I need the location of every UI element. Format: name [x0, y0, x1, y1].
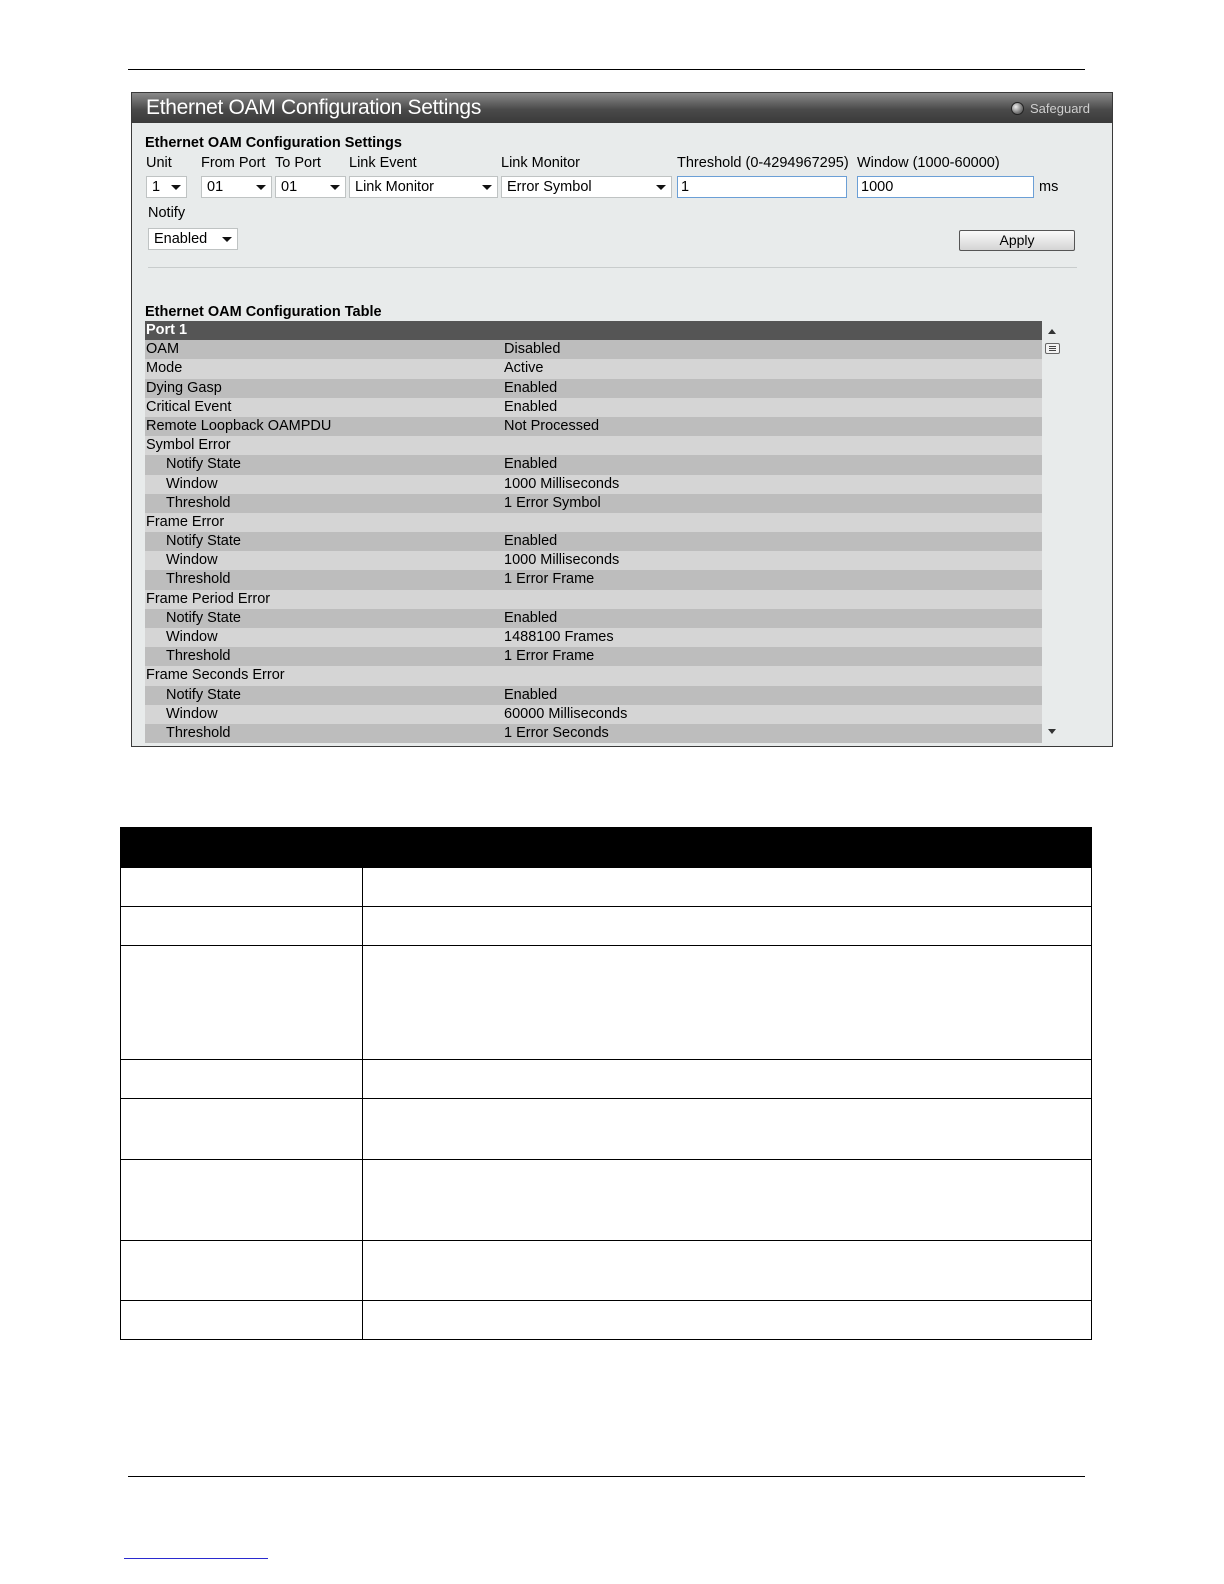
footer-rule	[128, 1476, 1085, 1477]
table-row	[145, 340, 1042, 359]
table-row	[145, 609, 1042, 628]
row-value: Enabled	[504, 379, 558, 396]
table-row	[145, 436, 1042, 455]
row-key: Critical Event	[146, 398, 232, 415]
row-value: Enabled	[504, 456, 558, 473]
row-key: Frame Seconds Error	[146, 667, 285, 684]
table-row	[145, 455, 1042, 474]
row-value: 1 Error Seconds	[504, 724, 609, 741]
config-table-title: Ethernet OAM Configuration Table	[145, 304, 382, 320]
notify-label: Notify	[148, 205, 186, 221]
row-value: Not Processed	[504, 417, 600, 434]
link-event-select[interactable]	[349, 176, 498, 198]
table-row	[145, 705, 1042, 724]
row-key: Frame Error	[146, 513, 225, 530]
unit-select[interactable]	[146, 176, 187, 198]
link-event-value: Link Monitor	[355, 179, 434, 195]
window-label: Window (1000-60000)	[857, 155, 1000, 171]
chevron-down-icon	[330, 185, 340, 190]
description-row-divider	[121, 1300, 1091, 1301]
row-key: Notify State	[166, 533, 241, 550]
notify-select[interactable]	[148, 228, 238, 250]
scroll-down-icon[interactable]	[1048, 729, 1056, 734]
table-row	[145, 513, 1042, 532]
row-value: Enabled	[504, 533, 558, 550]
row-key: Window	[166, 705, 218, 722]
table-row	[145, 647, 1042, 666]
unit-select-value: 1	[152, 179, 161, 195]
from-port-select[interactable]	[201, 176, 272, 198]
from-port-value: 01	[207, 179, 224, 195]
footer-link-underline	[124, 1558, 268, 1559]
panel-title: Ethernet OAM Configuration Settings	[146, 96, 482, 119]
chevron-down-icon	[482, 185, 492, 190]
threshold-input[interactable]: 1	[677, 176, 847, 198]
link-monitor-value: Error Symbol	[507, 179, 592, 195]
scroll-up-icon[interactable]	[1048, 329, 1056, 334]
table-row	[145, 398, 1042, 417]
row-key: Notify State	[166, 686, 241, 703]
table-row	[145, 475, 1042, 494]
row-key: Symbol Error	[146, 437, 231, 454]
settings-section-title: Ethernet OAM Configuration Settings	[145, 135, 402, 151]
to-port-value: 01	[281, 179, 298, 195]
table-row	[145, 532, 1042, 551]
unit-label: Unit	[146, 155, 172, 171]
safeguard-icon	[1011, 102, 1024, 115]
row-value: 1000 Milliseconds	[504, 552, 620, 569]
table-row	[145, 379, 1042, 398]
table-row	[145, 359, 1042, 378]
row-key: Notify State	[166, 609, 241, 626]
link-event-label: Link Event	[349, 155, 417, 171]
description-row-divider	[121, 1240, 1091, 1241]
notify-select-value: Enabled	[154, 231, 208, 247]
config-table	[145, 321, 1042, 743]
row-value: 1 Error Frame	[504, 571, 595, 588]
row-key: Threshold	[166, 648, 231, 665]
chevron-down-icon	[171, 185, 181, 190]
row-key: Frame Period Error	[146, 590, 271, 607]
apply-button[interactable]: Apply	[959, 230, 1075, 251]
table-header-port: Port 1	[146, 322, 188, 338]
window-input[interactable]: 1000	[857, 176, 1034, 198]
safeguard-indicator[interactable]	[1011, 101, 1090, 116]
table-row	[145, 570, 1042, 589]
row-value: Enabled	[504, 398, 558, 415]
threshold-label: Threshold (0-4294967295)	[677, 155, 849, 171]
row-value: 1 Error Symbol	[504, 494, 601, 511]
chevron-down-icon	[222, 237, 232, 242]
row-value: Active	[504, 360, 544, 377]
table-row	[145, 590, 1042, 609]
row-value: 60000 Milliseconds	[504, 705, 628, 722]
table-row	[145, 494, 1042, 513]
row-key: Threshold	[166, 724, 231, 741]
row-key: Remote Loopback OAMPDU	[146, 417, 332, 434]
row-key: Mode	[146, 360, 183, 377]
row-key: Window	[166, 629, 218, 645]
to-port-label: To Port	[275, 155, 321, 171]
row-key: OAM	[146, 341, 180, 358]
panel-titlebar	[132, 93, 1112, 123]
row-key: Threshold	[166, 571, 231, 588]
row-value: 1000 Milliseconds	[504, 475, 620, 492]
table-row	[145, 724, 1042, 743]
description-row-divider	[121, 1059, 1091, 1060]
table-row	[145, 666, 1042, 685]
table-row	[145, 551, 1042, 570]
description-row-divider	[121, 1098, 1091, 1099]
row-value: Disabled	[504, 341, 561, 358]
row-value: 1 Error Frame	[504, 648, 595, 665]
section-divider	[148, 267, 1077, 268]
row-value: Enabled	[504, 686, 558, 703]
safeguard-label: Safeguard	[1030, 101, 1090, 116]
scroll-thumb[interactable]	[1045, 343, 1060, 354]
description-row-divider	[121, 945, 1091, 946]
description-table	[120, 827, 1092, 1340]
description-row-divider	[121, 1159, 1091, 1160]
table-row	[145, 628, 1042, 647]
row-key: Notify State	[166, 456, 241, 473]
description-column-divider	[362, 868, 363, 1339]
row-value: 1488100 Frames	[504, 629, 614, 645]
table-header-row	[145, 321, 1042, 340]
link-monitor-select[interactable]	[501, 176, 672, 198]
header-rule	[128, 69, 1085, 70]
oam-config-panel	[131, 92, 1113, 747]
ms-unit-label: ms	[1039, 179, 1059, 195]
link-monitor-label: Link Monitor	[501, 155, 580, 171]
description-table-header	[121, 828, 1091, 868]
from-port-label: From Port	[201, 155, 266, 171]
chevron-down-icon	[256, 185, 266, 190]
description-row-divider	[121, 906, 1091, 907]
to-port-select[interactable]	[275, 176, 346, 198]
row-key: Window	[166, 475, 218, 492]
row-key: Window	[166, 552, 218, 569]
table-scrollbar[interactable]	[1043, 321, 1062, 741]
table-row	[145, 417, 1042, 436]
chevron-down-icon	[656, 185, 666, 190]
table-row	[145, 686, 1042, 705]
row-key: Dying Gasp	[146, 379, 222, 396]
row-key: Threshold	[166, 494, 231, 511]
row-value: Enabled	[504, 609, 558, 626]
